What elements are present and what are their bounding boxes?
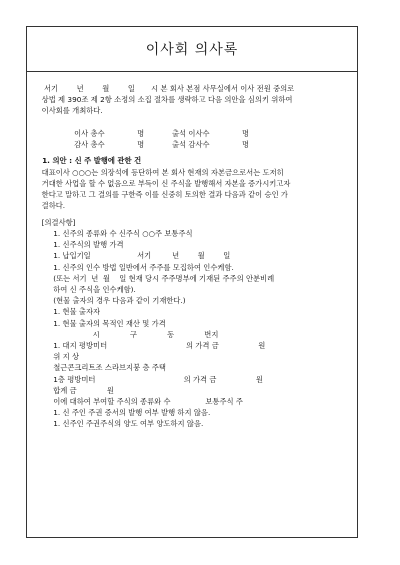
body-line: 상법 제 390조 제 2항 소정의 소집 절차를 생략하고 다음 의안을 심의키 위하여 (37, 95, 293, 105)
body-line: 위 지 상 (37, 352, 80, 362)
agenda-heading: 1. 의안 : 신 주 발행에 관한 건 (37, 156, 142, 166)
body-line: (현물 출자의 경우 다음과 같이 기재한다.) (37, 296, 186, 306)
body-line: 서기 년 월 일 시 본 회사 본점 사무실에서 이사 전원 중의로 (37, 84, 295, 93)
body-line: 거대한 사업을 할 수 없음으로 부득이 신 주식을 발행해서 자본을 증가시키고자 (37, 178, 291, 188)
body-line: 하여 신 주식을 인수케함). (37, 285, 136, 294)
body-line: 합계 금 원 (37, 385, 114, 395)
body-line: 1층 평방미터 의 가격 금 원 (37, 374, 263, 384)
body-line: 시 구 동 번지 (37, 329, 219, 339)
body-line: 대표이사 ○○○는 의장석에 등단하여 본 회사 현재의 자본금으로서는 도저히 (37, 167, 284, 177)
body-line: 1. 대지 평방미터 의 가격 금 원 (37, 340, 266, 350)
body-line: 이사회를 개최하다. (37, 106, 103, 116)
body-line: 이에 대하여 부여할 주식의 종류와 수 보통주식 주 (37, 396, 243, 406)
body-line: 철근콘크리트조 스라브지붕 층 주택 (37, 363, 166, 373)
body-line: 1. 신 주인 주권 증서의 발행 여부 발행 하지 않음. (37, 408, 211, 418)
body-line: [의결사항] (37, 217, 76, 227)
body-line: 결하다. (37, 201, 66, 211)
title-box (27, 27, 357, 72)
body-line: 1. 신주인 주권주식의 양도 여부 양도하지 않음. (37, 419, 204, 429)
body-line: 1. 현물 출자의 목적인 재산 및 가격 (37, 318, 166, 328)
body-line: 감사 총수 명 출석 감사수 명 (37, 139, 250, 149)
spacer (37, 117, 355, 128)
body-line: 1. 현물 출자자 (37, 307, 101, 317)
body-line: 1. 신주의 인수 방법 일반에서 주주를 모집하여 인수케함. (37, 262, 234, 272)
document-body (37, 83, 355, 429)
document-page (26, 26, 358, 538)
body-line: 1. 납입기일 서기 년 월 일 (37, 251, 231, 261)
page-title: 이사회 의사록 (145, 42, 239, 58)
body-line: 이사 총수 명 출석 이사수 명 (37, 128, 250, 138)
body-line: 한다고 말하고 그 결의를 구한즉 이를 신중히 토의한 결과 다음과 같이 승인 가 (37, 190, 288, 199)
body-line: 1. 신주식의 발행 가격 (37, 240, 124, 250)
body-line: (또는 서기 년 월 일 현재 당시 주주명부에 기재된 주주의 안분비례 (37, 273, 275, 283)
body-line: 1. 신주의 종류와 수 신주식 ○○주 보통주식 (37, 229, 193, 239)
